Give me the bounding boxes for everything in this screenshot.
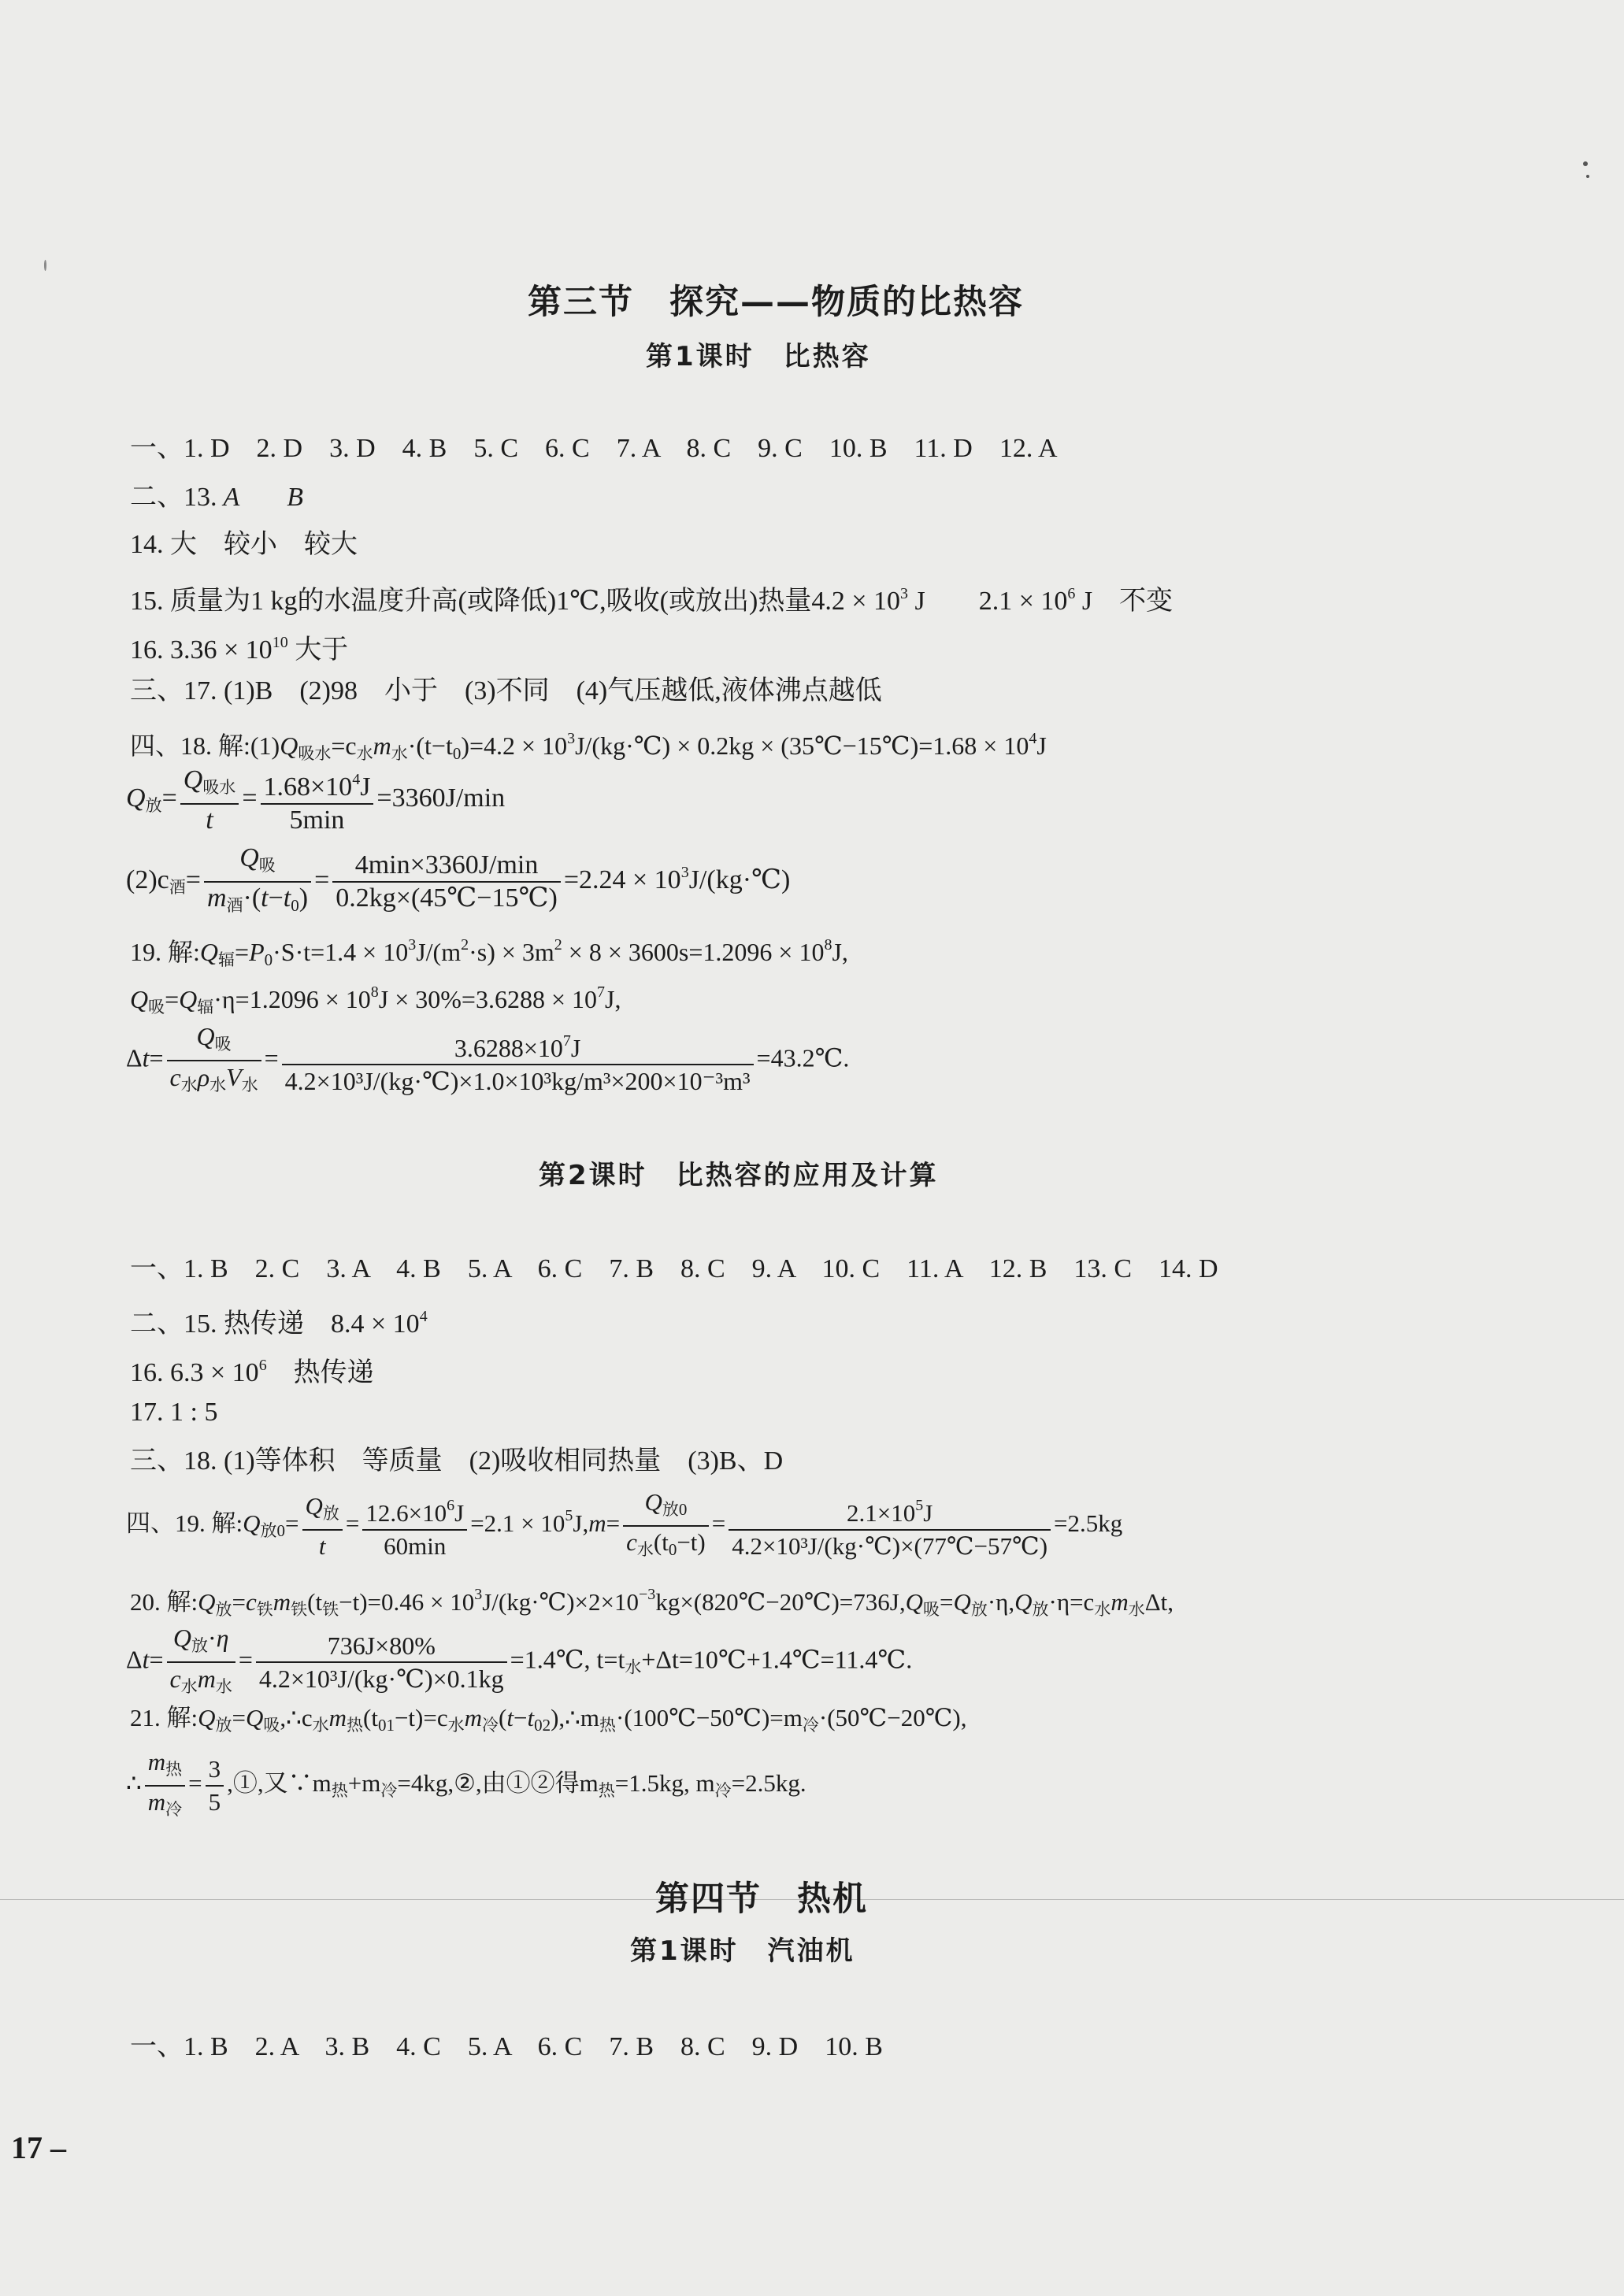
formula-line: $Q_放=$ $\frac{Q_{吸水}}{t}$ = $\frac{1.68\times 10^4J}{5\min}$ =3360J/min	[126, 765, 506, 835]
answer-line: 一、1. D 2. D 3. D 4. B 5. C 6. C 7. A 8. C 9. C 10. B 11. D 12. A	[130, 434, 1058, 463]
lesson-title: 第2课时 比热容的应用及计算	[539, 1160, 939, 1191]
answer-line: 15. 质量为1 kg的水温度升高(或降低)1℃,吸收(或放出)热量$4.2 \times 10^3$ J $2.1 \times 10^6$ J 不变	[130, 585, 1174, 616]
page-number: 17 –	[11, 2130, 66, 2165]
answer-line: 21. 解$:Q_放=Q_吸,\therefore c_水m_热(t_{01}-t)=c_水m_冷(t-t_{02}),\therefore m_热\cdot(100℃-50℃)=m_冷\cdot(50℃-20℃)$,	[130, 1704, 967, 1735]
lesson-title: 第1课时 比热容	[646, 341, 871, 372]
answer-line: $Q_吸=Q_辐\cdot\eta=1.2096 \times 10^8J \times 30\%=3.6288 \times 10^7J$,	[130, 983, 621, 1017]
answer-line: 二、15. 热传递 $8.4 \times 10^4$	[130, 1308, 428, 1339]
answer-line: 三、17. (1)B (2)98 小于 (3)不同 (4)气压越低,液体沸点越低	[130, 676, 882, 705]
formula-line: 四、19. 解$:Q_{放0}=$ $\frac{Q_放}{t}$ = $\frac{12.6\times 10^6J}{60\min}$ $=2.1 \times 10^5J,m=$ $\frac{Q_{放0}}{c_水(t_0-t)}$ = $\frac{2.1\times 10^5J}{\text{4.2×10³J/(kg·℃)×(77℃−57℃)}}$ =2.5kg	[126, 1488, 1123, 1560]
scan-speck	[1586, 175, 1589, 178]
formula-line: $(2)c_酒=$ $\frac{Q_吸}{m_酒\cdot(t-t_0)}$ = $\frac{4\min\times 3360J/\min}{0.2kg\times(45℃-15℃)}$ $=2.24 \times 10^3J/(kg\cdot℃)$	[126, 843, 791, 915]
answer-line: 19. 解$:Q_辐=P_0\cdot S\cdot t=1.4 \times 10^3J/(m^2\cdot s) \times 3m^2 \times 8 \times 3600s=1.2096 \times 10^8J$,	[130, 936, 848, 969]
answer-line: 一、1. B 2. C 3. A 4. B 5. A 6. C 7. B 8. C 9. A 10. C 11. A 12. B 13. C 14. D	[130, 1254, 1218, 1283]
answer-line: 一、1. B 2. A 3. B 4. C 5. A 6. C 7. B 8. C 9. D 10. B	[130, 2032, 883, 2061]
answer-line: 16. $6.3 \times 10^6$ 热传递	[130, 1357, 374, 1387]
answer-line: 16. $3.36 \times 10^{10}$ 大于	[130, 634, 349, 665]
scan-mark	[44, 260, 46, 271]
scan-speck	[1583, 161, 1588, 166]
formula-line: ∴ $\frac{m_热}{m_冷}$ = $\frac{3}{5}$ ,①,又$\because m_热+m_冷=4kg,②$,由①②得$m_热=1.5kg$, $m_冷=2.5kg$.	[126, 1748, 806, 1819]
section-title: 第三节 探究——物质的比热容	[528, 283, 1024, 322]
answer-line: 14. 大 较小 较大	[130, 530, 358, 559]
answer-line: 四、18. 解$:(1)Q_{吸水}=c_水m_水\cdot(t-t_0)=4.2$ × $10^3J/(kg\cdot℃) \times 0.2kg$ × (35℃−15℃)=1.68 × $10^4J$	[130, 730, 1047, 763]
formula-line: Δt= $\frac{Q_放\cdot\eta}{c_水m_水}$ = $\frac{736J\times 80\%}{\text{4.2×10³J/(kg·℃)×0.1kg}}$ =1.4℃, $t=t_水+\Delta t=10℃+1.4℃=11.4℃$.	[126, 1624, 913, 1696]
answer-line: 17. 1 : 5	[130, 1398, 218, 1427]
answer-line: 三、18. (1)等体积 等质量 (2)吸收相同热量 (3)B、D	[130, 1446, 784, 1476]
answer-line: 20. 解$:Q_放=c_铁m_铁(t_铁-t)=0.46$ × $10^3J/(kg\cdot℃)\times 2\times 10^{-3}kg\times(820℃-20℃)=736J,Q_吸=Q_放\cdot\eta,Q_放\cdot\eta=c_水m_水\Delta t$,	[130, 1586, 1174, 1619]
answer-line: 二、13. A B	[130, 483, 304, 512]
formula-line: Δt= $\frac{Q_吸}{c_水\rho_水V_水}$ = $\frac{3.6288\times 10^7J}{\text{4.2×10³J/(kg·℃)×1.0×10³kg/m³×200×10⁻³m³}}$ =43.2℃.	[126, 1022, 850, 1095]
lesson-title: 第1课时 汽油机	[630, 1935, 855, 1967]
section-title: 第四节 热机	[655, 1879, 868, 1919]
